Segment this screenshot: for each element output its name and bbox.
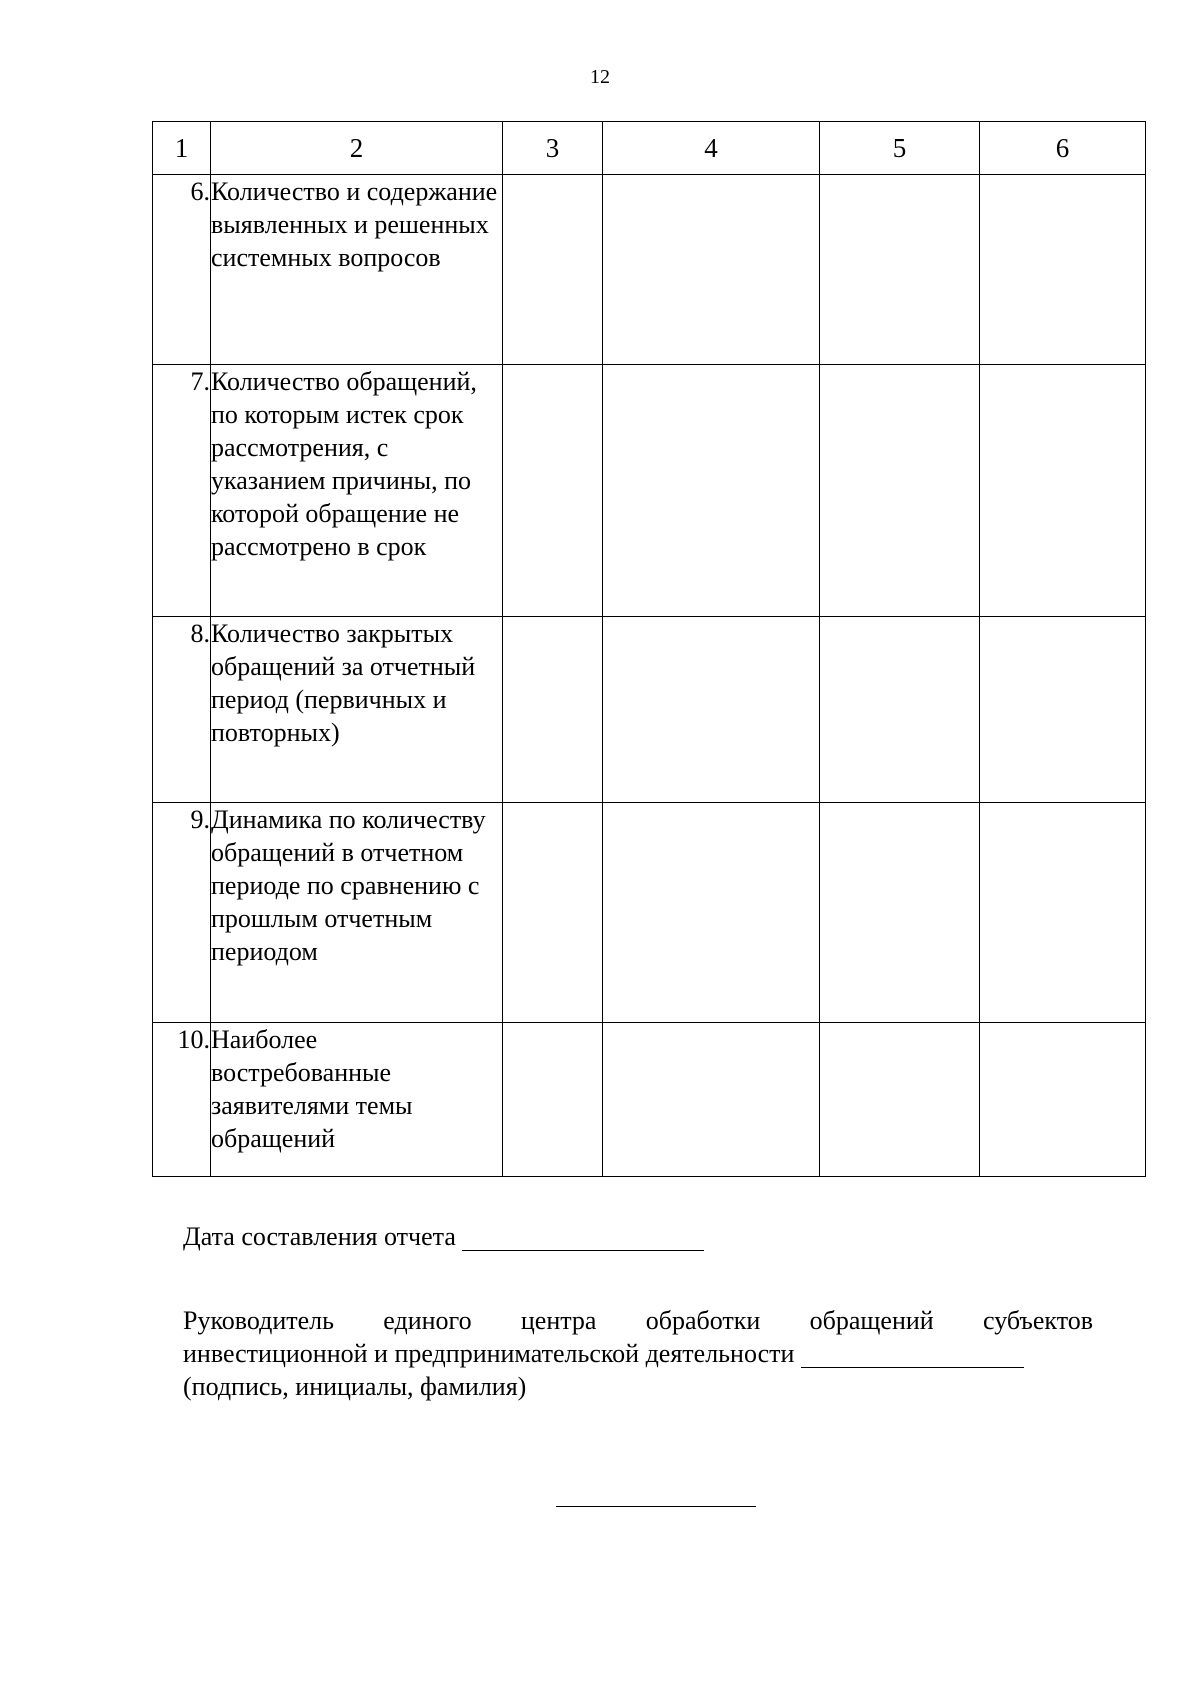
row-cell-3 [503, 617, 603, 803]
signature-hint: (подпись, инициалы, фамилия) [183, 1372, 527, 1401]
header-cell-2: 2 [211, 122, 503, 175]
report-date-blank [462, 1250, 704, 1251]
row-cell-5 [820, 1023, 980, 1177]
report-date-line [183, 1222, 704, 1252]
table-row [153, 803, 1146, 1023]
row-number: 7. [153, 365, 211, 617]
header-cell-6: 6 [980, 122, 1146, 175]
row-indicator: Количество закрытых обращений за отчетный период (первичных и повторных) [211, 617, 503, 803]
header-cell-1: 1 [153, 122, 211, 175]
header-cell-3: 3 [503, 122, 603, 175]
row-cell-4 [603, 617, 820, 803]
row-cell-4 [603, 365, 820, 617]
row-indicator: Наиболее востребованные заявителями темы обращений [211, 1023, 503, 1177]
row-cell-5 [820, 175, 980, 365]
row-cell-5 [820, 617, 980, 803]
table-row [153, 617, 1146, 803]
signature-title-line2 [183, 1337, 1093, 1370]
row-cell-6 [980, 365, 1146, 617]
row-cell-5 [820, 803, 980, 1023]
end-of-document-rule [556, 1506, 756, 1507]
table-header-row [153, 122, 1146, 175]
row-cell-4 [603, 803, 820, 1023]
report-table [152, 121, 1146, 1177]
row-cell-4 [603, 1023, 820, 1177]
row-cell-3 [503, 365, 603, 617]
header-cell-4: 4 [603, 122, 820, 175]
row-indicator: Количество обращений, по которым истек срок рассмотрения, с указанием причины, по которой обращение не рассмотрено в срок [211, 365, 503, 617]
row-indicator: Динамика по количеству обращений в отчетном периоде по сравнению с прошлым отчетным периодом [211, 803, 503, 1023]
row-number: 10. [153, 1023, 211, 1177]
header-cell-5: 5 [820, 122, 980, 175]
row-number: 9. [153, 803, 211, 1023]
row-cell-5 [820, 365, 980, 617]
row-cell-3 [503, 1023, 603, 1177]
row-indicator: Количество и содержание выявленных и решенных системных вопросов [211, 175, 503, 365]
row-cell-3 [503, 175, 603, 365]
table-row [153, 365, 1146, 617]
signature-blank [801, 1367, 1024, 1368]
report-date-label: Дата составления отчета [183, 1222, 456, 1251]
row-cell-6 [980, 1023, 1146, 1177]
row-cell-6 [980, 617, 1146, 803]
signature-block [183, 1304, 1093, 1403]
row-cell-6 [980, 803, 1146, 1023]
row-cell-3 [503, 803, 603, 1023]
table-row [153, 175, 1146, 365]
row-cell-4 [603, 175, 820, 365]
signature-title-line1: Руководитель единого центра обработки обращений субъектов [183, 1306, 1093, 1335]
row-number: 8. [153, 617, 211, 803]
row-number: 6. [153, 175, 211, 365]
table-row [153, 1023, 1146, 1177]
row-cell-6 [980, 175, 1146, 365]
page-number: 12 [590, 66, 610, 88]
signature-title-line2-text: инвестиционной и предпринимательской деятельности [183, 1339, 795, 1368]
